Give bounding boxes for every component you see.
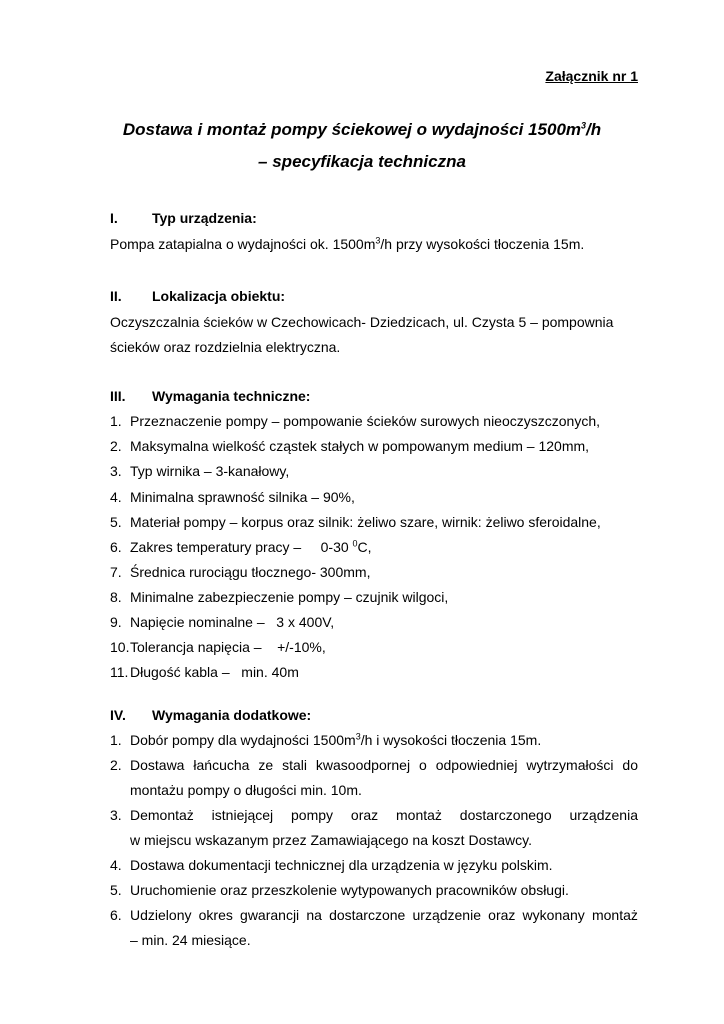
item-text: Minimalne zabezpieczenie pompy – czujnik wilgoci,	[130, 589, 449, 605]
title-line-1	[60, 120, 664, 140]
item-number: 1.	[110, 413, 122, 429]
item-text: Dostawa dokumentacji technicznej dla urządzenia w języku polskim.	[130, 857, 553, 873]
item-number: 5.	[110, 514, 122, 530]
list-item	[110, 489, 638, 509]
annex-label: Załącznik nr 1	[545, 68, 638, 84]
list-item	[110, 539, 638, 559]
item-number: 7.	[110, 564, 122, 580]
section-1-text-b: /h przy wysokości tłoczenia 15m.	[380, 236, 585, 252]
section-2-line-2: ścieków oraz rozdzielnia elektryczna.	[110, 339, 341, 355]
word: na	[306, 907, 322, 923]
item-number: 9.	[110, 614, 122, 630]
item-text: Minimalna sprawność silnika – 90%,	[130, 489, 355, 505]
item-number: 2.	[110, 438, 122, 454]
item-superscript: 3	[355, 731, 361, 742]
section-3-title: Wymagania techniczne:	[152, 388, 311, 404]
item-6-line-1	[130, 907, 638, 923]
section-1-title: Typ urządzenia:	[152, 210, 257, 226]
word: oraz	[488, 907, 516, 923]
word: do	[622, 757, 638, 773]
degree-superscript: 0	[352, 538, 358, 549]
list-item	[110, 639, 638, 659]
item-text: Przeznaczenie pompy – pompowanie ścieków surowych nieoczyszczonych,	[130, 413, 600, 429]
word: Udzielony	[130, 907, 192, 923]
list-item	[110, 882, 638, 902]
title-line-2: – specyfikacja techniczna	[258, 152, 466, 171]
item-text: Materiał pompy – korpus oraz silnik: żeliwo szare, wirnik: żeliwo sferoidalne,	[130, 514, 601, 530]
item-6-line-2: – min. 24 miesiące.	[130, 932, 251, 948]
list-item	[110, 413, 638, 433]
item-text: Długość kabla – min. 40m	[130, 664, 299, 680]
word: istniejącej	[211, 807, 274, 823]
list-item	[110, 857, 638, 877]
list-item	[110, 664, 638, 684]
word: pompy	[291, 807, 334, 823]
list-item	[110, 732, 638, 752]
word: montaż	[396, 807, 442, 823]
word: urządzenie	[412, 907, 481, 923]
item-number: 4.	[110, 857, 122, 873]
section-2-title: Lokalizacja obiektu:	[152, 288, 286, 304]
item-number: 3.	[110, 807, 122, 823]
item-number: 6.	[110, 907, 122, 923]
title-unit: /h	[586, 120, 602, 139]
word: Dostawa	[130, 757, 185, 773]
word: wykonany	[522, 907, 585, 923]
item-2-line-2: montażu pompy o długości min. 10m.	[130, 782, 362, 798]
word: ze	[258, 757, 274, 773]
item-number: 1.	[110, 732, 122, 748]
item-text: Średnica rurociągu tłocznego- 300mm,	[130, 564, 371, 580]
title-main: Dostawa i montaż pompy ściekowej o wydajności 1500m	[122, 120, 582, 139]
word: gwarancji	[240, 907, 300, 923]
list-item	[110, 589, 638, 609]
item-number: 2.	[110, 757, 122, 773]
item-text: Maksymalna wielkość cząstek stałych w pompowanym medium – 120mm,	[130, 438, 590, 454]
item-text-a: Dobór pompy dla wydajności 1500m	[130, 732, 356, 748]
item-number: 6.	[110, 539, 122, 555]
word: dostarczone	[329, 907, 406, 923]
word: kwasoodpornej	[315, 757, 411, 773]
word: montaż	[591, 907, 638, 923]
list-item	[110, 614, 638, 634]
item-2-line-1	[130, 757, 638, 773]
section-1-text-a: Pompa zatapialna o wydajności ok. 1500m	[110, 236, 376, 252]
section-2-number: II.	[110, 288, 122, 304]
section-1-superscript: 3	[375, 235, 381, 246]
list-item	[110, 438, 638, 458]
list-item	[110, 463, 638, 483]
section-4-number: IV.	[110, 707, 126, 723]
item-text: Typ wirnika – 3-kanałowy,	[130, 463, 290, 479]
section-4-title: Wymagania dodatkowe:	[152, 707, 312, 723]
item-3-line-2: w miejscu wskazanym przez Zamawiającego na koszt Dostawcy.	[130, 832, 532, 848]
item-number: 3.	[110, 463, 122, 479]
word: wytrzymałości	[526, 757, 614, 773]
list-item	[110, 564, 638, 584]
item-text: Napięcie nominalne – 3 x 400V,	[130, 614, 335, 630]
item-number: 5.	[110, 882, 122, 898]
word: oraz	[350, 807, 379, 823]
item-text: Uruchomienie oraz przeszkolenie wytypowanych pracowników obsługi.	[130, 882, 569, 898]
word: dostarczonego	[459, 807, 552, 823]
section-3-number: III.	[110, 388, 126, 404]
item-text	[130, 539, 372, 555]
word: urządzenia	[569, 807, 638, 823]
item-number: 8.	[110, 589, 122, 605]
word: odpowiedniej	[435, 757, 518, 773]
word: łańcucha	[193, 757, 250, 773]
item-text: Tolerancja napięcia – +/-10%,	[130, 639, 326, 655]
item-text-a: Zakres temperatury pracy – 0-30	[130, 539, 353, 555]
section-1-text	[110, 236, 584, 252]
title-superscript: 3	[581, 120, 587, 131]
item-text	[130, 732, 541, 748]
word: okres	[198, 907, 233, 923]
section-1-number: I.	[110, 210, 118, 226]
word: o	[419, 757, 427, 773]
item-3-line-1	[130, 807, 638, 823]
item-number: 4.	[110, 489, 122, 505]
item-text-b: /h i wysokości tłoczenia 15m.	[360, 732, 542, 748]
item-number: 10.	[110, 639, 130, 655]
word: Demontaż	[130, 807, 194, 823]
list-item	[110, 514, 638, 534]
item-text-b: C,	[357, 539, 372, 555]
section-2-line-1: Oczyszczalnia ścieków w Czechowicach- Dziedzicach, ul. Czysta 5 – pompownia	[110, 314, 614, 330]
item-number: 11.	[110, 664, 129, 680]
word: stali	[282, 757, 307, 773]
